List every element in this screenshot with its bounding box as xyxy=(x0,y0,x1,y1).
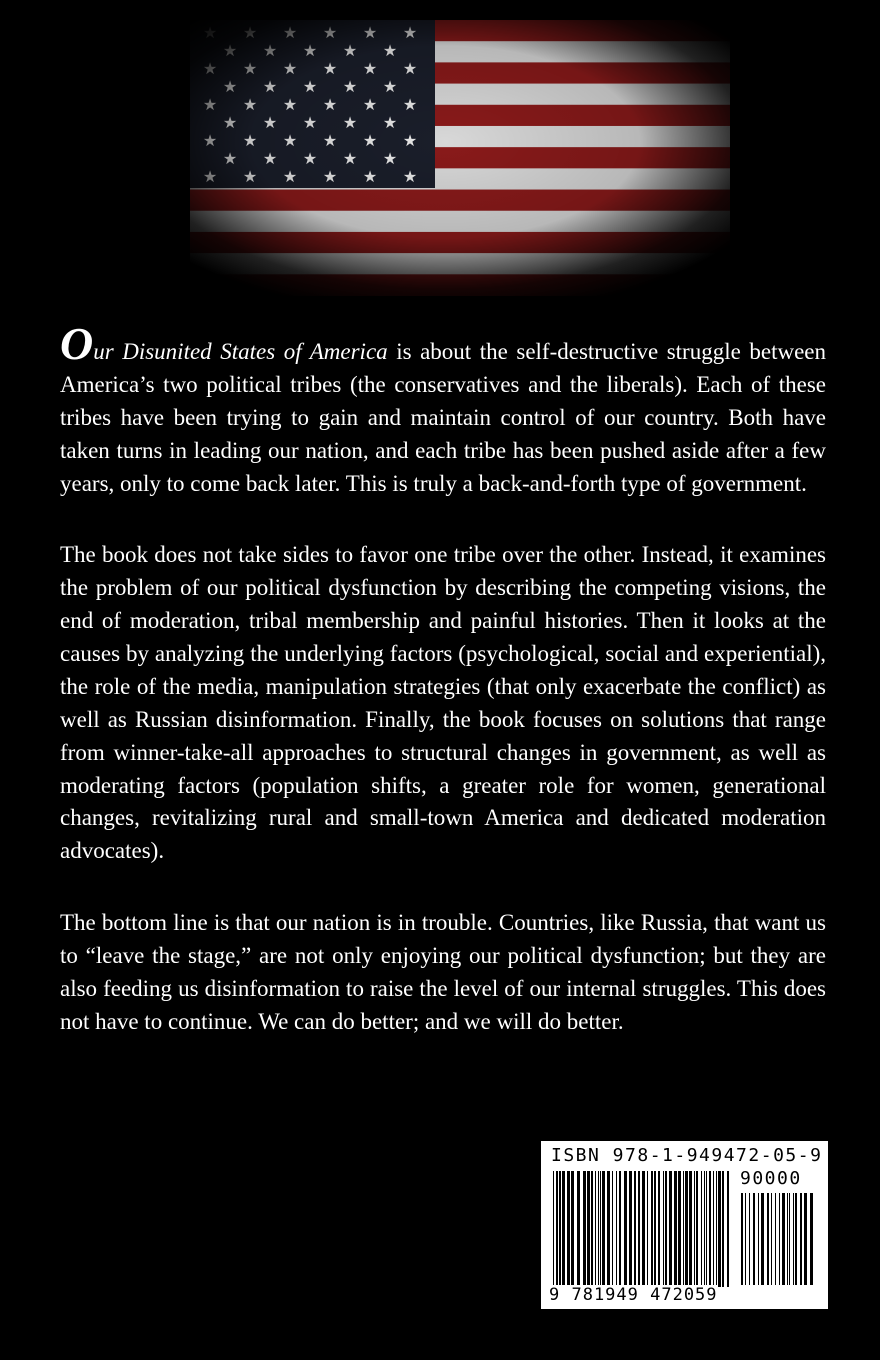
barcode-bar xyxy=(804,1193,807,1285)
blurb-paragraph-1-body: is about the self-destructive struggle between America’s two political tribes (the conservatives and the liberals). Each of these tribes have been trying to gain and maintain control of our country. Both have taken turns in leading our nation, and each tribe has been pushed aside after a few years, only to come back later. This is truly a back-and-forth type of government. xyxy=(60,339,826,496)
barcode-bar xyxy=(706,1171,707,1287)
barcode-bar xyxy=(624,1171,627,1287)
barcode-bar xyxy=(647,1171,648,1287)
barcode-bar xyxy=(602,1171,605,1287)
isbn-label: ISBN 978-1-949472-05-9 xyxy=(551,1145,823,1166)
barcode-bar xyxy=(718,1171,721,1287)
barcode-bar xyxy=(629,1171,632,1287)
barcode-bar xyxy=(642,1171,645,1287)
barcode-bar xyxy=(741,1193,743,1285)
barcode-bar xyxy=(665,1171,667,1287)
barcode-bar xyxy=(658,1171,660,1287)
barcode-bar xyxy=(651,1171,653,1287)
barcode-bar xyxy=(598,1171,599,1287)
barcode-bar xyxy=(787,1193,788,1285)
drop-cap: O xyxy=(60,318,94,369)
barcode-bar xyxy=(591,1171,593,1287)
isbn-barcode xyxy=(541,1141,828,1309)
barcode-bar xyxy=(758,1193,759,1285)
barcode-bar xyxy=(595,1171,596,1287)
ean-barcode-bars xyxy=(553,1171,733,1287)
barcode-bar xyxy=(583,1171,586,1287)
price-code: 90000 xyxy=(740,1168,802,1189)
barcode-bar xyxy=(607,1171,610,1287)
barcode-bar xyxy=(678,1171,681,1287)
barcode-bar xyxy=(713,1171,714,1287)
barcode-bar xyxy=(689,1171,692,1287)
barcode-bar xyxy=(674,1171,677,1287)
addon-barcode-bars xyxy=(741,1193,817,1285)
barcode-bar xyxy=(749,1193,750,1285)
barcode-bar xyxy=(562,1171,565,1287)
barcode-bar xyxy=(767,1193,769,1285)
back-cover-blurb xyxy=(60,318,826,1039)
barcode-bar xyxy=(795,1193,797,1285)
barcode-bar xyxy=(727,1171,729,1287)
barcode-bar xyxy=(753,1193,755,1285)
barcode-bar xyxy=(683,1171,684,1287)
barcode-bar xyxy=(709,1171,711,1287)
barcode-bar xyxy=(559,1171,561,1287)
barcode-bar xyxy=(775,1193,776,1285)
ean-digits: 9 781949 472059 xyxy=(549,1285,718,1305)
barcode-bar xyxy=(553,1171,554,1287)
barcode-bar xyxy=(704,1171,705,1287)
barcode-bar xyxy=(571,1171,574,1287)
barcode-bar xyxy=(685,1171,688,1287)
barcode-bar xyxy=(771,1193,772,1285)
barcode-bar xyxy=(587,1171,590,1287)
blurb-paragraph-2: The book does not take sides to favor one tribe over the other. Instead, it examines the problem of our political dysfunction by describing the competing visions, the end of moderation, tribal membership and painful histories. Then it looks at the causes by analyzing the underlying factors (psychological, social and experiential), the role of the media, manipulation strategies (that only exacerbate the conflict) as well as Russian disinformation. Finally, the book focuses on solutions that range from winner-take-all approaches to structural changes in government, as well as moderating factors (population shifts, a greater role for women, generational changes, revitalizing rural and small-town America and dedicated moderation advocates). xyxy=(60,542,826,864)
barcode-bar xyxy=(556,1171,558,1287)
book-title-italic: ur Disunited States of America xyxy=(93,339,388,364)
barcode-bar xyxy=(782,1193,785,1285)
barcode-bar xyxy=(779,1193,780,1285)
barcode-bar xyxy=(701,1171,702,1287)
barcode-bar xyxy=(638,1171,640,1287)
barcode-bar xyxy=(716,1171,717,1287)
barcode-bar xyxy=(600,1171,601,1287)
barcode-bar xyxy=(612,1171,613,1287)
barcode-bar xyxy=(694,1171,695,1287)
barcode-bar xyxy=(567,1171,570,1287)
barcode-bar xyxy=(800,1193,802,1285)
barcode-bar xyxy=(654,1171,656,1287)
american-flag-image xyxy=(150,20,740,310)
barcode-bar xyxy=(810,1193,813,1285)
barcode-bar xyxy=(619,1171,621,1287)
blurb-paragraph-1 xyxy=(60,318,826,500)
barcode-bar xyxy=(577,1171,580,1287)
barcode-bar xyxy=(634,1171,636,1287)
barcode-bar xyxy=(669,1171,672,1287)
barcode-bar xyxy=(616,1171,617,1287)
blurb-paragraph-3: The bottom line is that our nation is in trouble. Countries, like Russia, that want us to “leave the stage,” are not only enjoying our political dysfunction; but they are also feeding us disinformation to raise the level of our internal struggles. This does not have to continue. We can do better; and we will do better. xyxy=(60,910,826,1034)
barcode-bar xyxy=(761,1193,764,1285)
barcode-bar xyxy=(663,1171,664,1287)
barcode-bar xyxy=(789,1193,790,1285)
barcode-bar xyxy=(793,1193,794,1285)
barcode-bar xyxy=(696,1171,698,1287)
barcode-bar xyxy=(745,1193,746,1285)
barcode-bar xyxy=(722,1171,724,1287)
